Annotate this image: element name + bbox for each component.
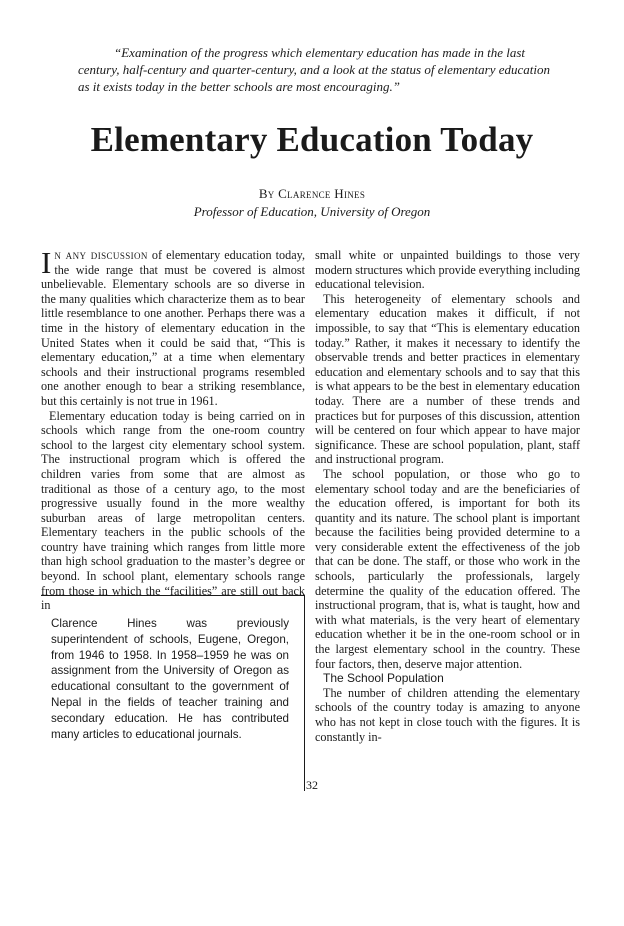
author-byline: By Clarence Hines <box>258 186 366 201</box>
paragraph-4: This heterogeneity of elementary schools and elementary education makes it difficult, if not impossible, to say that “This is elementary education today.” Rather, it makes it necessary to identify the observable trends and better practices in elementary education and elementary schools and to say that this is what appears to be the best in elementary education today. There are a number of these trends and practices but for purposes of this discussion, attention will be centered on four which appear to have major significance. These are school population, plant, staff and instructional program. <box>315 291 580 467</box>
paragraph-1-text: of elementary education today, the wide range that must be covered is almost unbelievable. Elementary schools are so diverse in the many qualities which characterize them as to bear little resemblance to one another. Perhaps there was a time in the history of elementary education in the United States when it could be said that, “This is elementary education,” at a time when elementary schools and their instructional programs resembled one another enough to bear a striking resemblance, but this certainly is not true in 1961. <box>41 248 305 408</box>
paragraph-2: Elementary education today is being carried on in schools which range from the one-room country school to the largest city elementary school system. The instructional program which is offered the children varies from some that are almost as traditional as those of a century ago, to the most progressive usually found in the more wealthy suburban areas of large metropolitan centers. Elementary teachers in the public schools of the country have training which ranges from little more than high school graduation to the master’s degree or beyond. In school plant, elementary schools range from those in which the “facilities” are still out back in <box>41 408 305 613</box>
author-bio-box <box>41 595 305 791</box>
paragraph-5: The school population, or those who go to elementary school today and are the beneficiaries of the education offered, is important for both its quantity and its nature. The school plant is important because the facilities being provided determine to a very considerable extent the effectiveness of the job that can be done. The staff, or those who work in the schools, particularly the professionals, largely determine the quality of the education offered. The instructional program, that is, what is taught, how and with what materials, is the very heart of elementary education whether it be in the one-room school or in the largest elementary school in the country. These four factors, then, deserve major attention. <box>315 466 580 671</box>
page-number: 32 <box>306 778 318 792</box>
paragraph-6: The number of children attending the elementary schools of the country today is amazing to anyone who has not kept in close touch with the figures. It is constantly in- <box>315 685 580 744</box>
left-column <box>41 245 305 613</box>
epigraph: “Examination of the progress which elementary education has made in the last century, half-century and quarter-century, and a look at the status of elementary education as it exists today in the better schools are most encouraging.” <box>78 45 550 94</box>
paragraph-3: small white or unpainted buildings to those very modern structures which provide everything including educational television. <box>315 248 581 292</box>
author-affiliation: Professor of Education, University of Oregon <box>193 204 431 219</box>
section-heading: The School Population <box>323 671 444 686</box>
drop-cap: I <box>41 245 52 280</box>
paragraph-1 <box>41 245 305 409</box>
author-bio-text: Clarence Hines was previously superintendent of schools, Eugene, Oregon, from 1946 to 1958. In 1958–1959 he was on assignment from the University of Oregon as educational consultant to the government of Nepal in the fields of teacher training and secondary education. He has contributed many articles to educational journals. <box>51 617 289 741</box>
right-column <box>315 248 580 744</box>
article-title: Elementary Education Today <box>90 120 534 159</box>
lead-in: n any discussion <box>54 248 148 262</box>
